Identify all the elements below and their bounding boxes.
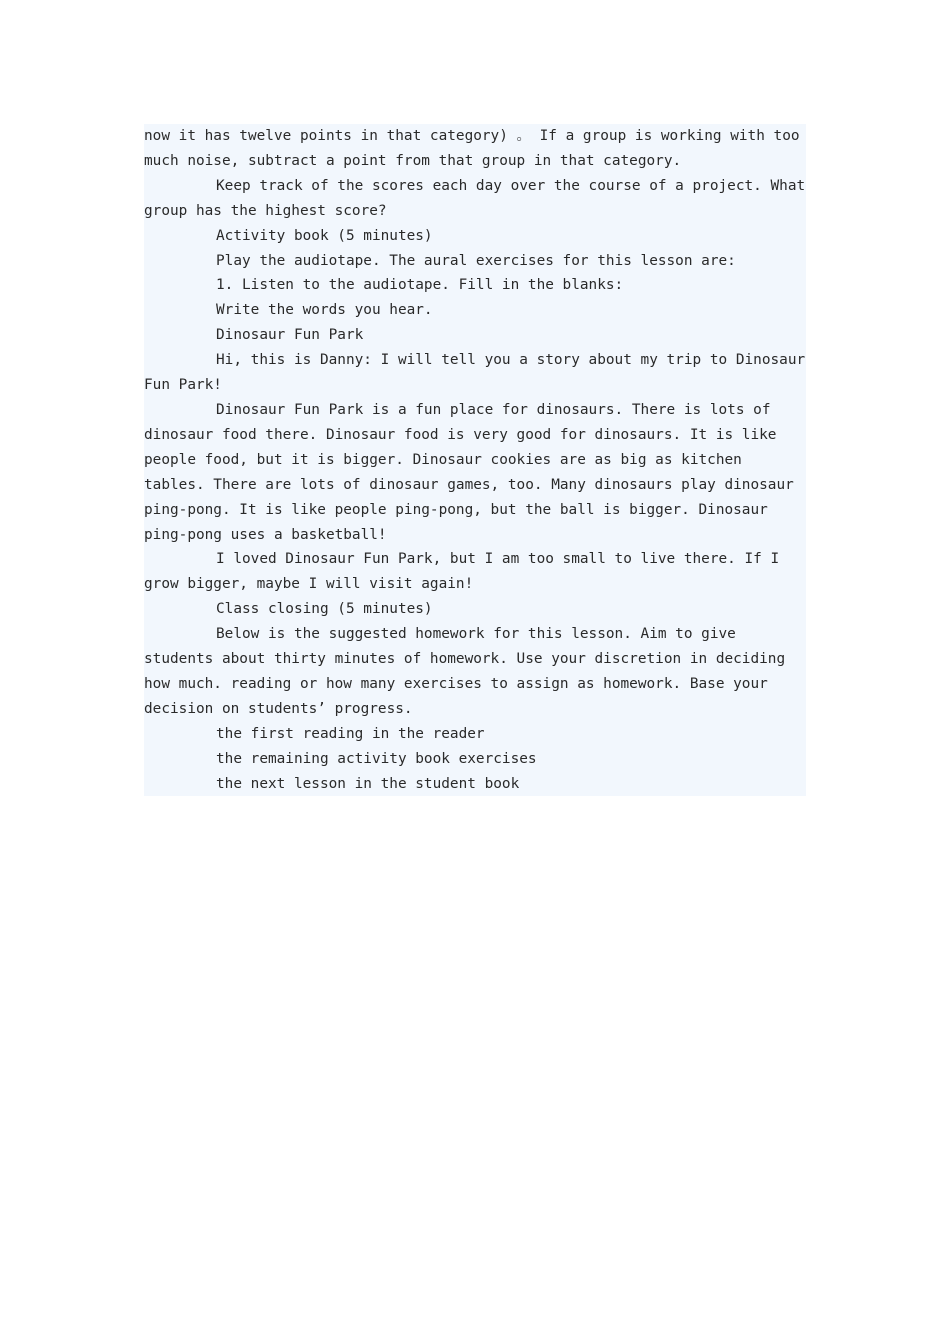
exercise-item-1: 1. Listen to the audiotape. Fill in the blanks: bbox=[216, 277, 624, 294]
paragraph-homework: Below is the suggested homework for this lesson. Aim to give students about thirty minutes of homework. Use your discretion in deciding how much. reading or how many exercises to assign as homework. Base your decision on students’ progress. bbox=[144, 626, 786, 717]
story-intro: Hi, this is Danny: I will tell you a story about my trip to Dinosaur Fun Park! bbox=[144, 352, 806, 394]
heading-class-closing: Class closing (5 minutes) bbox=[216, 601, 433, 618]
paragraph-scoring-continued: now it has twelve points in that category) 。 If a group is working with too much noise, subtract a point from that group in that category. bbox=[144, 128, 800, 169]
paragraph-play-audiotape: Play the audiotape. The aural exercises for this lesson are: bbox=[216, 252, 736, 269]
story-ending: I loved Dinosaur Fun Park, but I am too small to live there. If I grow bigger, maybe I will visit again! bbox=[144, 551, 780, 593]
heading-activity-book: Activity book (5 minutes) bbox=[216, 227, 433, 244]
paragraph-keep-track: Keep track of the scores each day over the course of a project. What group has the highest score? bbox=[144, 177, 806, 219]
homework-item-2: the remaining activity book exercises bbox=[216, 750, 537, 767]
exercise-instruction: Write the words you hear. bbox=[216, 302, 433, 319]
story-title: Dinosaur Fun Park bbox=[216, 327, 364, 344]
story-body: Dinosaur Fun Park is a fun place for dinosaurs. There is lots of dinosaur food there. Dinosaur food is very good for dinosaurs. It is like people food, but it is bigger. Dinosaur cookies are as big as kitchen tables. There are lots of dinosaur games, too. Many dinosaurs play dinosaur ping-pong. It is like people ping-pong, but the ball is bigger. Dinosaur ping-pong uses a basketball! bbox=[144, 401, 794, 543]
lesson-text-block bbox=[144, 124, 806, 796]
homework-item-1: the first reading in the reader bbox=[216, 725, 485, 742]
homework-item-3: the next lesson in the student book bbox=[216, 775, 520, 792]
